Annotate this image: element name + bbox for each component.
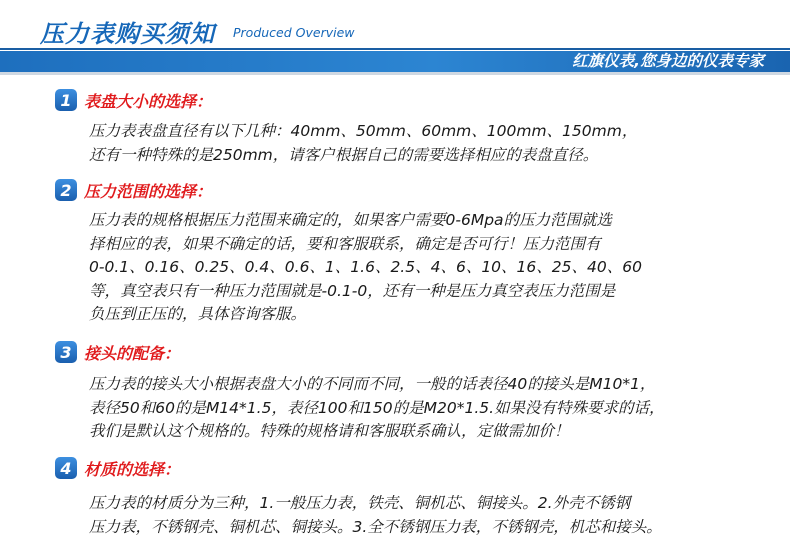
body-line: 负压到正压的，具体咨询客服。 — [89, 305, 307, 323]
slogan-text: 红旗仪表,您身边的仪表专家 — [572, 52, 764, 70]
section-title: 材质的选择： — [84, 459, 181, 479]
section-number-badge: 3 — [55, 341, 77, 363]
body-line: 还有一种特殊的是250mm，请客户根据自己的需要选择相应的表盘直径。 — [89, 145, 599, 164]
body-line: 等，真空表只有一种压力范围就是-0.1-0，还有一种是压力真空表压力范围是 — [89, 281, 616, 300]
section-1-body — [89, 120, 769, 167]
section-number-badge: 1 — [55, 89, 77, 111]
section-title: 接头的配备： — [84, 343, 181, 363]
page-subtitle: Produced Overview — [233, 25, 355, 40]
body-line: 压力表的材质分为三种，1.一般压力表，铁壳、铜机芯、铜接头。2.外壳不锈钢 — [89, 494, 631, 512]
page-title: 压力表购买须知 — [40, 20, 215, 48]
body-line: 择相应的表，如果不确定的话，要和客服联系，确定是否可行！压力范围有 — [89, 234, 601, 253]
section-4-heading — [55, 456, 180, 480]
body-line: 压力表，不锈钢壳、铜机芯、铜接头。3.全不锈钢压力表，不锈钢壳，机芯和接头。 — [89, 517, 662, 536]
section-1-heading — [55, 88, 212, 112]
banner-shadow-strip — [0, 72, 790, 75]
section-2-heading — [55, 178, 212, 202]
page-header — [0, 0, 790, 80]
section-title: 表盘大小的选择： — [84, 91, 213, 111]
section-title: 压力范围的选择： — [84, 181, 213, 201]
body-line: 我们是默认这个规格的。特殊的规格请和客服联系确认，定做需加价！ — [89, 422, 570, 440]
section-2-body — [89, 209, 769, 327]
body-line: 压力表表盘直径有以下几种：40mm、50mm、60mm、100mm、150mm， — [89, 122, 638, 140]
section-number-badge: 4 — [55, 457, 77, 479]
section-4-body — [89, 492, 769, 539]
section-number-badge: 2 — [55, 179, 77, 201]
body-line: 表径50和60的是M14*1.5，表径100和150的是M20*1.5.如果没有特殊要求的话， — [89, 398, 665, 417]
body-line: 压力表的接头大小根据表盘大小的不同而不同，一般的话表径40的接头是M10*1， — [89, 375, 656, 393]
section-3-body — [89, 373, 769, 444]
section-3-heading — [55, 340, 180, 364]
body-line: 压力表的规格根据压力范围来确定的，如果客户需要0-6Mpa的压力范围就选 — [89, 211, 613, 229]
body-line: 0-0.1、0.16、0.25、0.4、0.6、1、1.6、2.5、4、6、10、16、25、40、60 — [89, 258, 642, 276]
